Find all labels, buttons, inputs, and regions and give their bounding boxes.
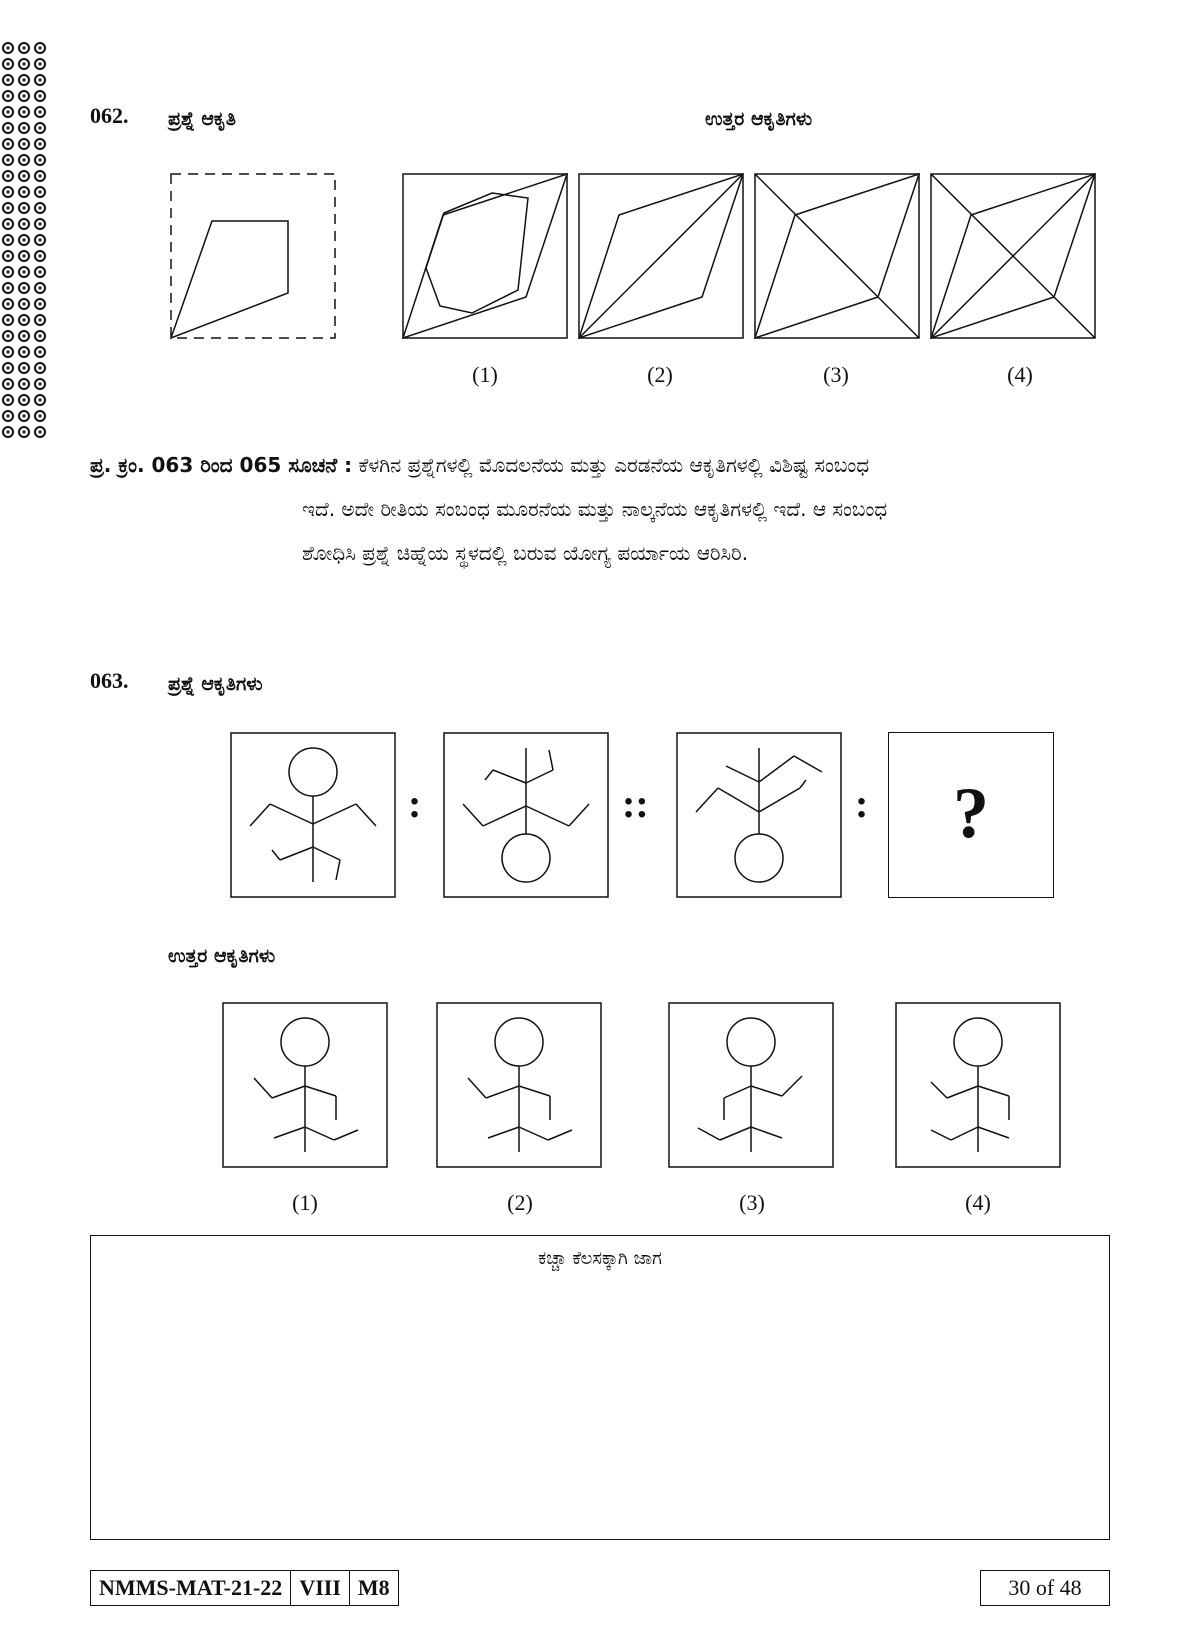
q62-option-2-label: (2) — [647, 362, 673, 387]
q62-question-figure — [170, 173, 336, 339]
q63-question-figure-1 — [230, 732, 396, 898]
instruction-text-3: ಶೋಧಿಸಿ ಪ್ರಶ್ನೆ ಚಿಹ್ನೆಯ ಸ್ಥಳದಲ್ಲಿ ಬರುವ ಯೋಗ್ಯ ಪರ್ಯಾಯ ಆರಿಸಿರಿ. — [302, 541, 749, 565]
question-mark: ? — [953, 773, 989, 853]
q63-option-3-label: (3) — [739, 1190, 765, 1215]
q62-option-2-figure[interactable] — [578, 173, 744, 339]
ratio-separator-2: :: — [622, 781, 649, 826]
q63-option-4-figure[interactable] — [895, 1002, 1061, 1168]
rough-work-box — [90, 1235, 1110, 1540]
instruction-line-1 — [90, 443, 1120, 487]
q63-option-4-label: (4) — [965, 1190, 991, 1215]
q63-question-figure-3 — [676, 732, 842, 898]
rough-work-title: ಕಚ್ಚಾ ಕೆಲಸಕ್ಕಾಗಿ ಜಾಗ — [538, 1248, 662, 1269]
q63-option-1-figure[interactable] — [222, 1002, 388, 1168]
q63-option-2-label: (2) — [507, 1190, 533, 1215]
q62-option-1-figure[interactable] — [402, 173, 568, 339]
q63-option-3-figure[interactable] — [668, 1002, 834, 1168]
instruction-text-1: ಕೆಳಗಿನ ಪ್ರಶ್ನೆಗಳಲ್ಲಿ ಮೊದಲನೆಯ ಮತ್ತು ಎರಡನೆಯ ಆಕೃತಿಗಳಲ್ಲಿ ವಿಶಿಷ್ಟ ಸಂಬಂಧ — [358, 453, 870, 477]
answer-figures-label: ಉತ್ತರ ಆಕೃತಿಗಳು — [705, 108, 813, 130]
q62-option-4-label: (4) — [1007, 362, 1033, 387]
q62-option-4-figure[interactable] — [930, 173, 1096, 339]
ratio-separator-3: : — [855, 781, 869, 826]
question-number-062: 062. — [90, 103, 129, 128]
q62-option-3-figure[interactable] — [754, 173, 920, 339]
decorative-border-strip — [0, 40, 52, 440]
q63-answer-figures-label: ಉತ್ತರ ಆಕೃತಿಗಳು — [168, 945, 276, 967]
instruction-lead: ಪ್ರ. ಕ್ರಂ. 063 ರಿಂದ 065 ಸೂಚನೆ : — [90, 453, 353, 477]
ratio-separator-1: : — [408, 781, 422, 826]
instruction-text-2: ಇದೆ. ಅದೇ ರೀತಿಯ ಸಂಬಂಧ ಮೂರನೆಯ ಮತ್ತು ನಾಲ್ಕನೆಯ ಆಕೃತಿಗಳಲ್ಲಿ ಇದೆ. ಆ ಸಂಬಂಧ — [302, 497, 888, 521]
q63-option-1-label: (1) — [292, 1190, 318, 1215]
page-number: 30 of 48 — [980, 1570, 1110, 1606]
q62-option-1-label: (1) — [472, 362, 498, 387]
question-number-063: 063. — [90, 668, 129, 693]
paper-code: NMMS-MAT-21-22 — [91, 1571, 291, 1605]
footer-code-box — [90, 1570, 399, 1606]
q63-option-2-figure[interactable] — [436, 1002, 602, 1168]
set-label: M8 — [357, 1575, 390, 1600]
class-label: VIII — [291, 1571, 350, 1605]
missing-figure-box — [888, 732, 1054, 898]
q63-question-figure-2 — [443, 732, 609, 898]
q62-option-3-label: (3) — [823, 362, 849, 387]
question-figure-label: ಪ್ರಶ್ನೆ ಆಕೃತಿ — [168, 108, 236, 130]
question-figures-label: ಪ್ರಶ್ನೆ ಆಕೃತಿಗಳು — [168, 673, 263, 695]
